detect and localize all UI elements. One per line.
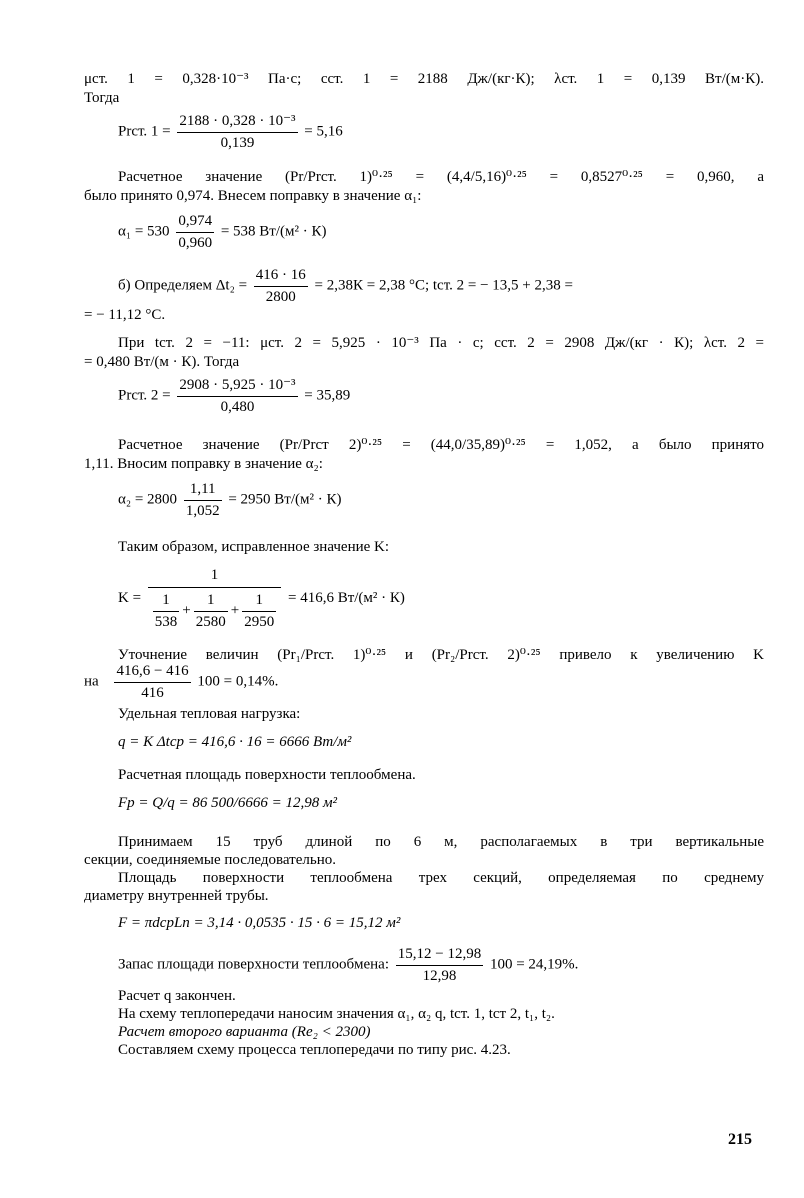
equation-alpha1 bbox=[118, 212, 326, 253]
fraction bbox=[177, 112, 297, 153]
fraction-numerator: 2908 · 5,925 · 10⁻³ bbox=[177, 376, 297, 397]
fraction-numerator: 15,12 − 12,98 bbox=[396, 945, 483, 966]
fraction bbox=[184, 480, 222, 521]
page-number: 215 bbox=[728, 1131, 752, 1148]
text-line: Таким образом, исправленное значение K: bbox=[118, 539, 390, 555]
fraction-numerator: 416,6 − 416 bbox=[114, 662, 190, 683]
fraction-numerator: 1 bbox=[148, 566, 281, 588]
text-line: диаметру внутренней трубы. bbox=[84, 888, 269, 904]
equation-lhs: K = bbox=[118, 590, 142, 607]
equation-pr-st1 bbox=[118, 112, 343, 153]
text-line: = − 11,12 °С. bbox=[84, 307, 166, 323]
equation-f: F = πdсрLn = 3,14 · 0,0535 · 15 · 6 = 15,12 м² bbox=[118, 915, 401, 931]
equation-lhs: α₂ = 2800 bbox=[118, 491, 178, 508]
fraction bbox=[177, 376, 297, 417]
text-line: Расчетная площадь поверхности теплообмена. bbox=[118, 767, 416, 783]
equation-pr-st2 bbox=[118, 376, 350, 417]
fraction bbox=[396, 945, 483, 986]
text-line: Составляем схему процесса теплопередачи по типу рис. 4.23. bbox=[118, 1042, 511, 1058]
text-segment: Запас площади поверхности теплообмена: bbox=[118, 956, 389, 973]
text-line: Принимаем 15 труб длиной по 6 м, располагаемых в три вертикальные bbox=[118, 834, 764, 850]
equation-rhs: = 35,89 bbox=[304, 387, 351, 404]
text-line: Расчет q закончен. bbox=[118, 988, 236, 1004]
text-line: Расчетное значение (Pr/Prст. 1)⁰·²⁵ = (4,4/5,16)⁰·²⁵ = 0,8527⁰·²⁵ = 0,960, а bbox=[118, 169, 764, 185]
text-line: Расчет второго варианта (Re₂ < 2300) bbox=[118, 1024, 371, 1040]
text-segment: 100 = 24,19%. bbox=[489, 956, 579, 973]
text-line: было принято 0,974. Внесем поправку в значение α₁: bbox=[84, 188, 422, 204]
text-line: На схему теплопередачи наносим значения α₁, α₂ q, tст. 1, tст 2, t₁, t₂. bbox=[118, 1006, 555, 1022]
text-line: = 0,480 Вт/(м · К). Тогда bbox=[84, 354, 240, 370]
text-segment: 100 = 0,14%. bbox=[197, 673, 279, 690]
equation-rhs: = 538 Вт/(м² · К) bbox=[220, 223, 327, 240]
text-line: Расчетное значение (Pr/Prст 2)⁰·²⁵ = (44,0/35,89)⁰·²⁵ = 1,052, а было принято bbox=[118, 437, 764, 453]
equation-lhs: Prст. 1 = bbox=[118, 123, 171, 140]
equation-fp: Fр = Q/q = 86 500/6666 = 12,98 м² bbox=[118, 795, 338, 811]
text-segment: на bbox=[84, 673, 99, 690]
compound-fraction bbox=[148, 566, 281, 631]
fraction-denominator: 0,139 bbox=[220, 134, 255, 151]
text-line: Уточнение величин (Pr₁/Prст. 1)⁰·²⁵ и (Pr₂/Prст. 2)⁰·²⁵ привело к увеличению K bbox=[118, 647, 764, 663]
fraction-denominator: 2950 bbox=[244, 613, 275, 630]
fraction-denominator: 2580 bbox=[195, 613, 226, 630]
equation-lhs: α₁ = 530 bbox=[118, 223, 170, 240]
equation-rhs: = 5,16 bbox=[304, 123, 343, 140]
fraction-denominator: 1,052 bbox=[185, 502, 220, 519]
fraction bbox=[114, 662, 190, 703]
text-line: секции, соединяемые последовательно. bbox=[84, 852, 336, 868]
fraction-numerator: 1 bbox=[242, 591, 276, 612]
fraction bbox=[254, 266, 308, 307]
equation-lhs: Prст. 2 = bbox=[118, 387, 171, 404]
equation-rhs: = 2950 Вт/(м² · К) bbox=[228, 491, 342, 508]
text-line: Тогда bbox=[84, 90, 120, 106]
fraction-numerator: 1 bbox=[194, 591, 228, 612]
equation-percent-k bbox=[84, 662, 278, 703]
fraction-denominator: 0,960 bbox=[178, 234, 213, 251]
text-line: Площадь поверхности теплообмена трех секций, определяемая по среднему bbox=[118, 870, 764, 886]
fraction-numerator: 1,11 bbox=[184, 480, 222, 501]
fraction-denominator: 416 bbox=[141, 684, 164, 701]
fraction-denominator: 12,98 bbox=[422, 967, 457, 984]
equation-reserve bbox=[118, 945, 578, 986]
fraction-numerator: 0,974 bbox=[176, 212, 214, 233]
equation-alpha2 bbox=[118, 480, 341, 521]
fraction bbox=[194, 591, 228, 632]
fraction bbox=[176, 212, 214, 253]
text-segment: = 2,38К = 2,38 °С; tст. 2 = − 13,5 + 2,38 = bbox=[314, 277, 573, 294]
text-segment: б) Определяем Δt₂ = bbox=[118, 277, 248, 294]
text-line: Удельная тепловая нагрузка: bbox=[118, 706, 301, 722]
fraction-denominator: 2800 bbox=[265, 288, 296, 305]
fraction-numerator: 2188 · 0,328 · 10⁻³ bbox=[177, 112, 297, 133]
text-line: μст. 1 = 0,328·10⁻³ Па·с; cст. 1 = 2188 Дж/(кг·К); λст. 1 = 0,139 Вт/(м·К). bbox=[84, 71, 764, 87]
fraction bbox=[242, 591, 276, 632]
equation-delta-t2 bbox=[118, 266, 573, 307]
equation-k bbox=[118, 566, 405, 631]
text-line: При tст. 2 = −11: μст. 2 = 5,925 · 10⁻³ Па · с; cст. 2 = 2908 Дж/(кг · К); λст. 2 = bbox=[118, 335, 764, 351]
fraction-denominator: $\frac{1}{538}$ + $\frac{1}{2580}$ + $\frac{1}{2950}$ bbox=[154, 591, 275, 630]
fraction-numerator: 1 bbox=[153, 591, 180, 612]
text-line: 1,11. Вносим поправку в значение α₂: bbox=[84, 456, 323, 472]
fraction bbox=[153, 591, 180, 632]
fraction-numerator: 416 · 16 bbox=[254, 266, 308, 287]
fraction-denominator: 0,480 bbox=[220, 398, 255, 415]
fraction-denominator: 538 bbox=[154, 613, 178, 630]
equation-rhs: = 416,6 Вт/(м² · К) bbox=[287, 590, 405, 607]
equation-q: q = K Δtср = 416,6 · 16 = 6666 Вт/м² bbox=[118, 734, 352, 750]
